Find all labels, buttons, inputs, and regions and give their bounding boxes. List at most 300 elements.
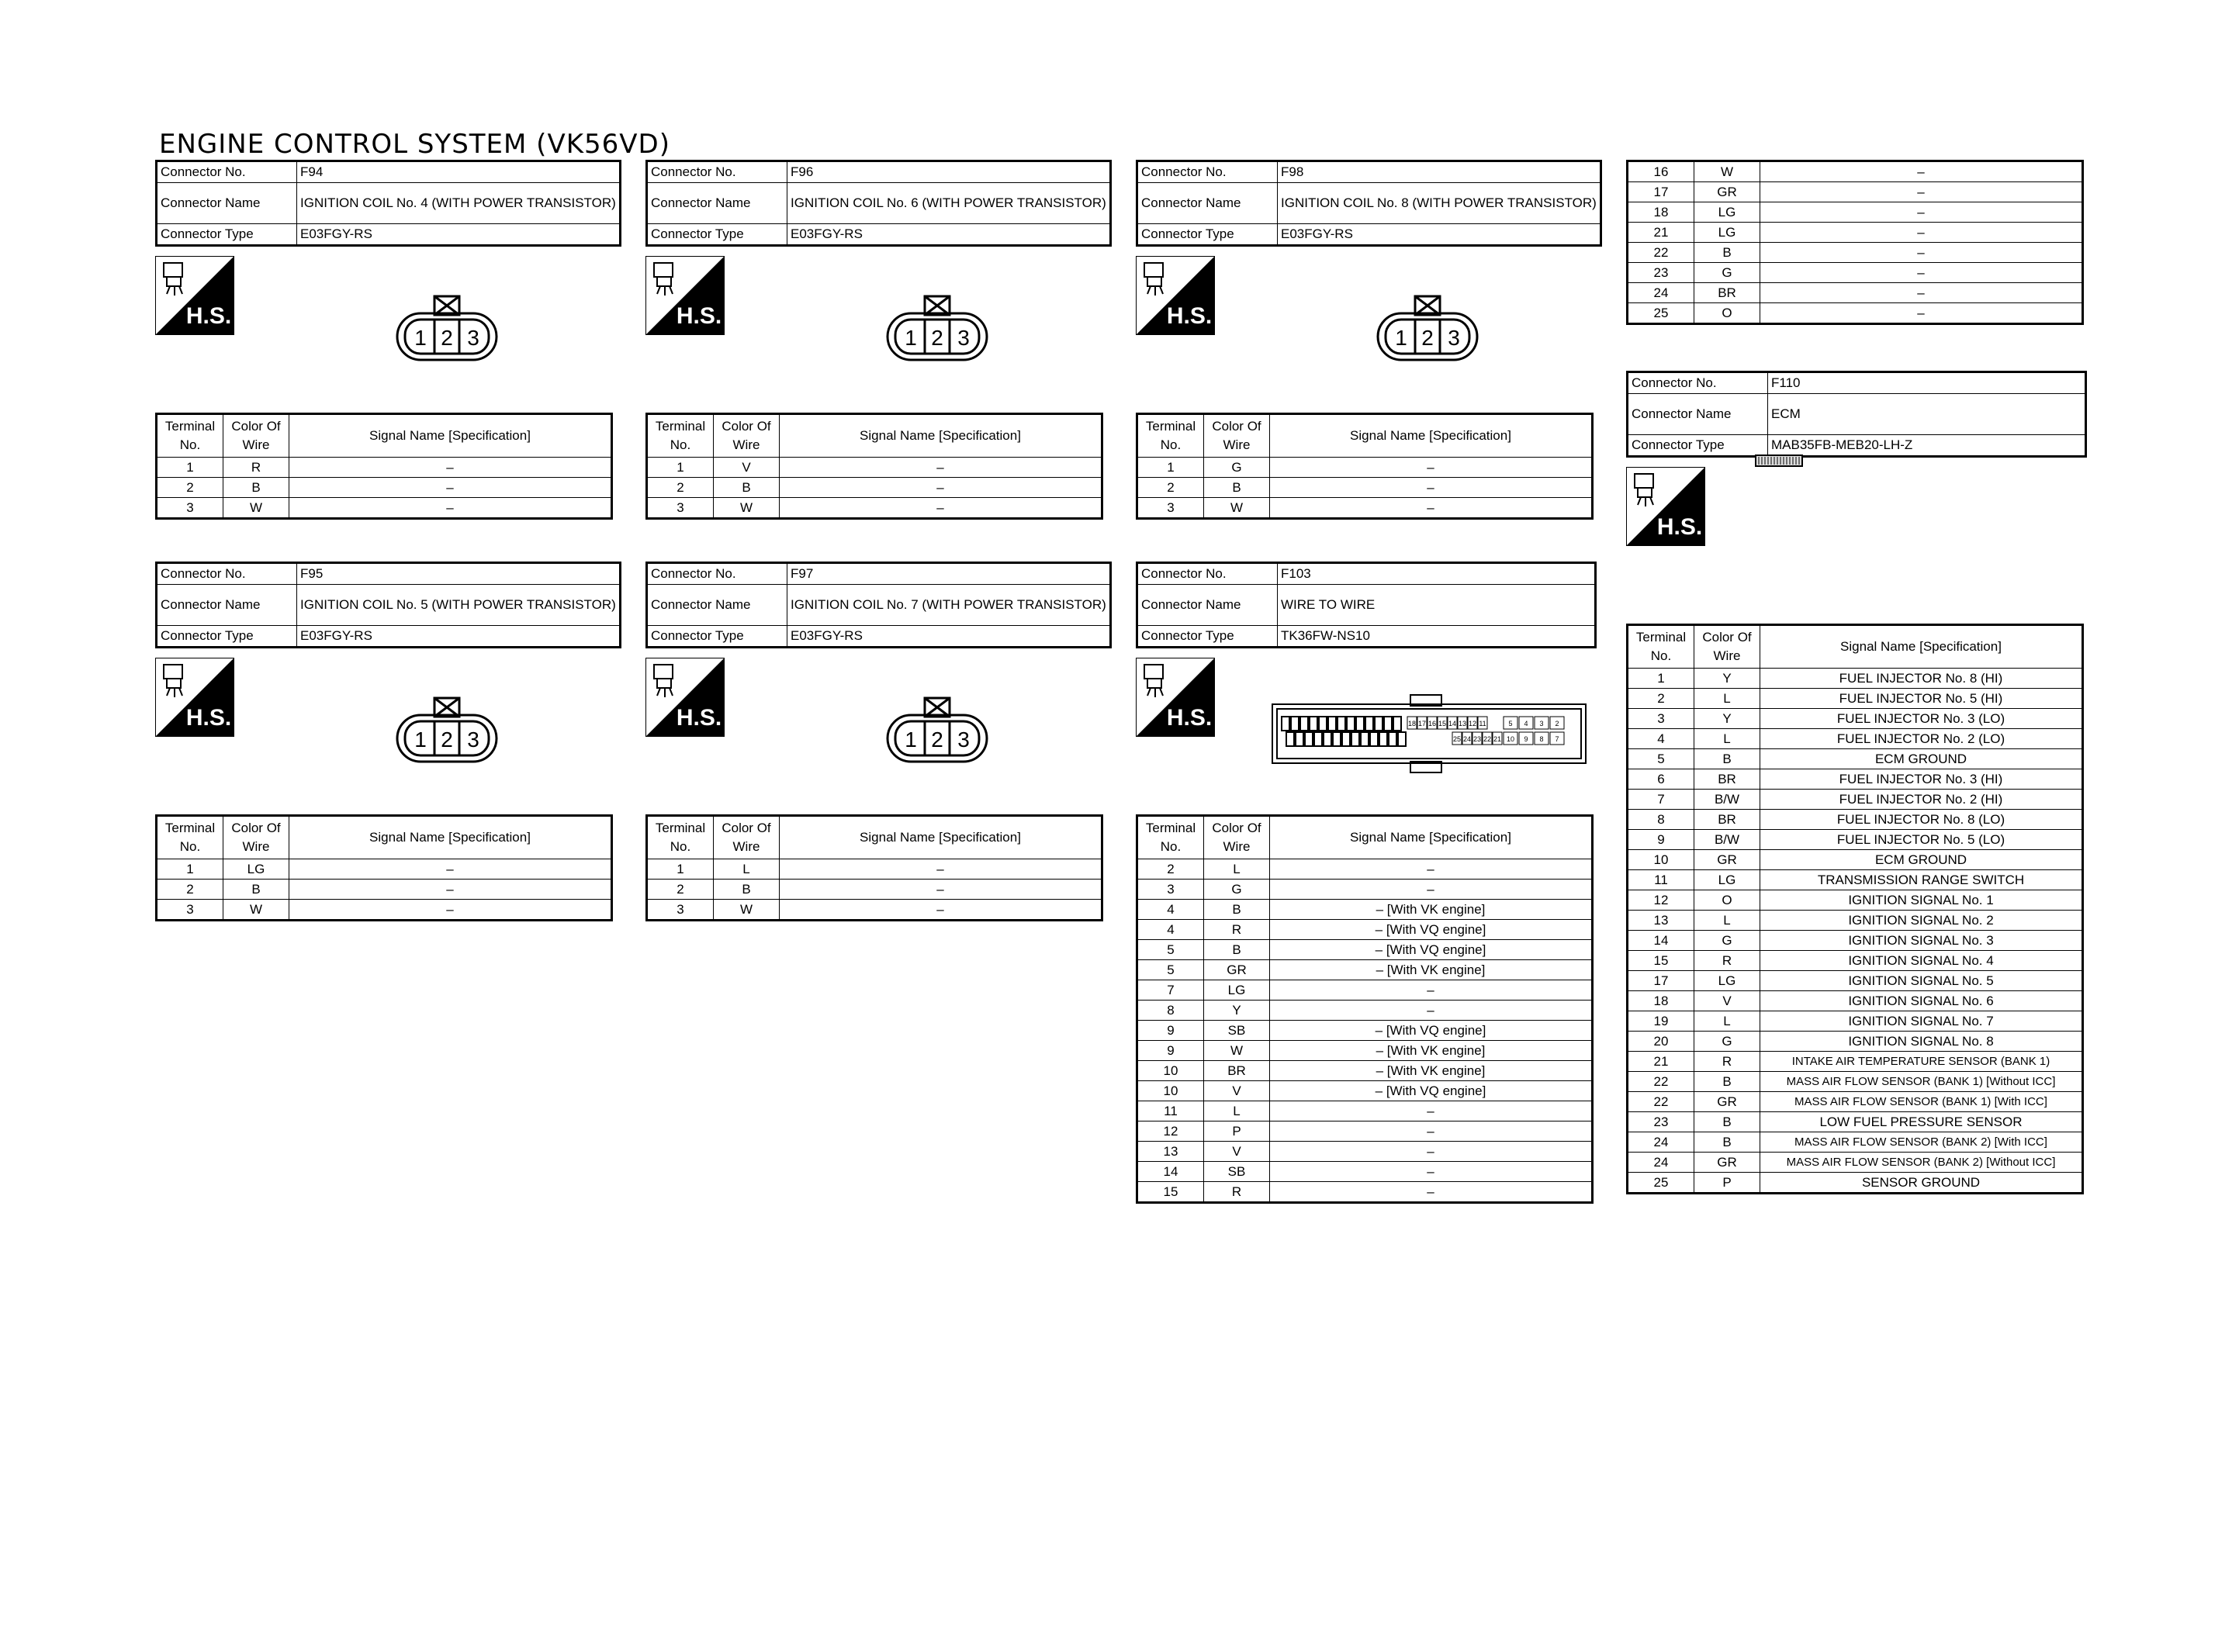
connector-no-value: F95 (297, 563, 621, 585)
terminal-no-header: Terminal No. (647, 414, 714, 458)
terminal-no: 24 (1628, 1132, 1694, 1153)
table-row (157, 900, 612, 921)
connector-type-label: Connector Type (157, 626, 297, 648)
svg-text:2: 2 (1421, 326, 1434, 350)
table-row (1628, 971, 2083, 991)
table-row (1137, 1021, 1593, 1041)
terminal-no: 2 (157, 478, 223, 498)
terminal-no: 25 (1628, 1173, 1694, 1194)
connector-name-label: Connector Name (157, 585, 297, 626)
ecm-connector-mini-icon (1755, 454, 1803, 471)
table-row (1628, 790, 2083, 810)
signal-name: – (1760, 223, 2083, 243)
wire-color: R (1694, 951, 1760, 971)
terminal-no: 9 (1137, 1041, 1204, 1061)
svg-text:3: 3 (1539, 720, 1544, 728)
svg-text:12: 12 (1468, 720, 1477, 728)
connector-type-label: Connector Type (157, 224, 297, 246)
signal-name: – [With VK engine] (1270, 1061, 1593, 1081)
signal-name: – (1270, 498, 1593, 519)
table-row (1137, 478, 1593, 498)
signal-name: – (1270, 1162, 1593, 1182)
terminal-no: 12 (1137, 1121, 1204, 1142)
table-row (647, 498, 1102, 519)
svg-text:16: 16 (1427, 720, 1437, 728)
table-row (157, 498, 612, 519)
table-row (1628, 243, 2083, 263)
signal-name: – [With VQ engine] (1270, 940, 1593, 960)
wire-color: Y (1694, 709, 1760, 729)
terminal-no: 2 (1628, 689, 1694, 709)
wire-color: W (1204, 498, 1270, 519)
terminal-no: 10 (1137, 1081, 1204, 1101)
connector-type-label: Connector Type (1137, 626, 1278, 648)
signal-name-header: Signal Name [Specification] (289, 414, 612, 458)
terminal-no: 1 (1137, 458, 1204, 478)
signal-name: – (780, 498, 1102, 519)
table-row (1137, 1101, 1593, 1121)
color-of-wire-header: Color Of Wire (1694, 625, 1760, 669)
connector-no-value: F110 (1768, 372, 2086, 394)
harness-side-icon (1626, 467, 1705, 546)
terminal-no: 6 (1628, 769, 1694, 790)
signal-name: – (1270, 880, 1593, 900)
table-row (1628, 931, 2083, 951)
signal-name: – (289, 478, 612, 498)
svg-text:9: 9 (1524, 735, 1528, 743)
table-row (1137, 1121, 1593, 1142)
table-row (1137, 960, 1593, 980)
wire-color: B (1694, 749, 1760, 769)
signal-name: – (780, 900, 1102, 921)
wire-color: BR (1694, 769, 1760, 790)
signal-name: MASS AIR FLOW SENSOR (BANK 2) [Without ICC] (1760, 1153, 2083, 1173)
wire-color: GR (1694, 1153, 1760, 1173)
table-row (647, 900, 1102, 921)
svg-text:1: 1 (905, 326, 917, 350)
wire-color: W (1204, 1041, 1270, 1061)
connector-header-F94 (155, 160, 621, 247)
signal-name: MASS AIR FLOW SENSOR (BANK 1) [With ICC] (1760, 1092, 2083, 1112)
signal-name: – (1270, 980, 1593, 1001)
terminal-no: 7 (1137, 980, 1204, 1001)
svg-text:3: 3 (957, 728, 970, 752)
svg-text:21: 21 (1493, 735, 1502, 743)
wire-color: B (223, 880, 289, 900)
connector-type-value: E03FGY-RS (297, 224, 621, 246)
harness-side-icon (1136, 256, 1215, 335)
terminal-no: 8 (1628, 810, 1694, 830)
wire-color: LG (223, 859, 289, 880)
table-row (1137, 900, 1593, 920)
wire-color: B (1204, 478, 1270, 498)
signal-name: – (1270, 1182, 1593, 1203)
svg-text:H.S.: H.S. (1166, 705, 1213, 731)
page-title: ENGINE CONTROL SYSTEM (VK56VD) (159, 129, 670, 160)
wire-color: SB (1204, 1162, 1270, 1182)
terminal-no: 17 (1628, 182, 1694, 202)
terminal-no: 19 (1628, 1011, 1694, 1032)
terminal-no: 10 (1137, 1061, 1204, 1081)
signal-name-header: Signal Name [Specification] (780, 816, 1102, 859)
svg-text:3: 3 (1448, 326, 1460, 350)
wire-color: GR (1204, 960, 1270, 980)
signal-name: FUEL INJECTOR No. 8 (HI) (1760, 669, 2083, 689)
terminal-no: 22 (1628, 243, 1694, 263)
terminal-no: 22 (1628, 1072, 1694, 1092)
connector-type-value: E03FGY-RS (1278, 224, 1601, 246)
table-row (1628, 991, 2083, 1011)
coil-connector-diagram (884, 696, 993, 770)
table-row (157, 478, 612, 498)
connector-type-value: E03FGY-RS (787, 224, 1111, 246)
svg-text:18: 18 (1407, 720, 1417, 728)
terminal-table-F98 (1136, 413, 1594, 520)
svg-text:17: 17 (1417, 720, 1427, 728)
svg-text:1: 1 (414, 728, 427, 752)
signal-name-header: Signal Name [Specification] (1760, 625, 2083, 669)
table-row (1628, 223, 2083, 243)
terminal-no-header: Terminal No. (1137, 816, 1204, 859)
svg-text:H.S.: H.S. (1166, 303, 1213, 329)
svg-text:1: 1 (905, 728, 917, 752)
terminal-no-header: Terminal No. (1628, 625, 1694, 669)
wire-color: LG (1694, 870, 1760, 890)
terminal-no: 1 (647, 458, 714, 478)
table-row (1628, 283, 2083, 303)
wire-color: B (1204, 940, 1270, 960)
svg-text:25: 25 (1452, 735, 1462, 743)
wire-color: O (1694, 890, 1760, 911)
connector-type-label: Connector Type (647, 224, 787, 246)
connector-name-value: IGNITION COIL No. 7 (WITH POWER TRANSISTOR) (787, 585, 1111, 626)
table-row (647, 880, 1102, 900)
wire-color: LG (1204, 980, 1270, 1001)
terminal-no: 11 (1628, 870, 1694, 890)
wire-color: P (1694, 1173, 1760, 1194)
terminal-no-header: Terminal No. (157, 414, 223, 458)
svg-text:4: 4 (1524, 720, 1528, 728)
signal-name: TRANSMISSION RANGE SWITCH (1760, 870, 2083, 890)
color-of-wire-header: Color Of Wire (714, 414, 780, 458)
table-row (1628, 202, 2083, 223)
terminal-table-F97 (645, 814, 1103, 921)
terminal-no: 18 (1628, 991, 1694, 1011)
wire-color: G (1694, 1032, 1760, 1052)
terminal-no: 5 (1137, 960, 1204, 980)
connector-name-label: Connector Name (1137, 183, 1278, 224)
svg-text:5: 5 (1508, 720, 1513, 728)
wire-color: V (1204, 1142, 1270, 1162)
signal-name: – (1760, 283, 2083, 303)
terminal-no: 20 (1628, 1032, 1694, 1052)
wire-color: W (714, 900, 780, 921)
svg-text:2: 2 (1555, 720, 1559, 728)
terminal-table-F103-cont (1626, 160, 2084, 325)
signal-name: – [With VK engine] (1270, 1041, 1593, 1061)
signal-name: – (780, 880, 1102, 900)
wire-color: V (1204, 1081, 1270, 1101)
terminal-no-header: Terminal No. (157, 816, 223, 859)
terminal-no: 2 (157, 880, 223, 900)
svg-text:22: 22 (1483, 735, 1492, 743)
signal-name: FUEL INJECTOR No. 2 (LO) (1760, 729, 2083, 749)
terminal-no: 3 (1628, 709, 1694, 729)
signal-name: – (780, 458, 1102, 478)
wire-color: L (1204, 859, 1270, 880)
connector-no-value: F97 (787, 563, 1111, 585)
signal-name: IGNITION SIGNAL No. 7 (1760, 1011, 2083, 1032)
signal-name: IGNITION SIGNAL No. 6 (1760, 991, 2083, 1011)
connector-name-label: Connector Name (647, 183, 787, 224)
table-row (1628, 1173, 2083, 1194)
wire-color: W (223, 900, 289, 921)
svg-text:24: 24 (1462, 735, 1472, 743)
connector-type-label: Connector Type (1137, 224, 1278, 246)
connector-name-value: IGNITION COIL No. 5 (WITH POWER TRANSISTOR) (297, 585, 621, 626)
wire-color: LG (1694, 971, 1760, 991)
wire-color: L (1694, 729, 1760, 749)
connector-name-value: IGNITION COIL No. 4 (WITH POWER TRANSISTOR) (297, 183, 621, 224)
svg-text:2: 2 (441, 728, 453, 752)
wire-color: G (1694, 263, 1760, 283)
signal-name: INTAKE AIR TEMPERATURE SENSOR (BANK 1) (1760, 1052, 2083, 1072)
table-row (1628, 182, 2083, 202)
terminal-no: 15 (1137, 1182, 1204, 1203)
terminal-no: 21 (1628, 1052, 1694, 1072)
wire-color: B/W (1694, 790, 1760, 810)
coil-connector-diagram (394, 696, 503, 770)
table-row (1628, 870, 2083, 890)
wire-color: B (1694, 243, 1760, 263)
terminal-no: 4 (1137, 920, 1204, 940)
signal-name: – (1270, 1142, 1593, 1162)
table-row (1628, 303, 2083, 324)
connector-no-value: F96 (787, 161, 1111, 183)
connector-no-label: Connector No. (1137, 161, 1278, 183)
harness-side-icon (645, 256, 725, 335)
table-row (1137, 498, 1593, 519)
connector-type-label: Connector Type (647, 626, 787, 648)
terminal-no: 2 (647, 478, 714, 498)
wire-color: L (1694, 911, 1760, 931)
connector-no-label: Connector No. (157, 161, 297, 183)
signal-name: MASS AIR FLOW SENSOR (BANK 1) [Without ICC] (1760, 1072, 2083, 1092)
connector-header-F110 (1626, 371, 2087, 458)
svg-text:1: 1 (414, 326, 427, 350)
signal-name: FUEL INJECTOR No. 3 (LO) (1760, 709, 2083, 729)
signal-name: – (1760, 243, 2083, 263)
wire-color: W (1694, 161, 1760, 182)
terminal-no: 7 (1628, 790, 1694, 810)
table-row (1628, 1011, 2083, 1032)
terminal-no-header: Terminal No. (1137, 414, 1204, 458)
wire-color: B (1694, 1132, 1760, 1153)
terminal-no: 1 (157, 859, 223, 880)
connector-name-value: WIRE TO WIRE (1278, 585, 1596, 626)
wire-to-wire-connector-diagram (1271, 693, 1589, 778)
terminal-no: 14 (1628, 931, 1694, 951)
wire-color: V (714, 458, 780, 478)
signal-name: FUEL INJECTOR No. 5 (HI) (1760, 689, 2083, 709)
table-row (1137, 1081, 1593, 1101)
table-row (1628, 1092, 2083, 1112)
table-row (1628, 890, 2083, 911)
table-row (1137, 1041, 1593, 1061)
signal-name: ECM GROUND (1760, 850, 2083, 870)
terminal-no: 24 (1628, 1153, 1694, 1173)
terminal-no: 13 (1628, 911, 1694, 931)
connector-header-F95 (155, 562, 621, 648)
wire-color: BR (1694, 283, 1760, 303)
signal-name: – (1270, 478, 1593, 498)
table-row (1628, 951, 2083, 971)
connector-type-value: E03FGY-RS (297, 626, 621, 648)
table-row (1628, 1153, 2083, 1173)
signal-name: – (1270, 859, 1593, 880)
signal-name: IGNITION SIGNAL No. 4 (1760, 951, 2083, 971)
terminal-no: 14 (1137, 1162, 1204, 1182)
svg-text:H.S.: H.S. (676, 705, 722, 731)
terminal-no: 5 (1628, 749, 1694, 769)
svg-text:2: 2 (441, 326, 453, 350)
svg-text:11: 11 (1479, 720, 1486, 728)
signal-name: IGNITION SIGNAL No. 2 (1760, 911, 2083, 931)
wire-color: G (1204, 458, 1270, 478)
connector-header-F98 (1136, 160, 1602, 247)
terminal-table-F95 (155, 814, 613, 921)
color-of-wire-header: Color Of Wire (223, 414, 289, 458)
wire-color: R (223, 458, 289, 478)
wire-color: BR (1204, 1061, 1270, 1081)
table-row (1628, 263, 2083, 283)
table-row (1137, 880, 1593, 900)
wire-color: R (1204, 920, 1270, 940)
connector-name-value: ECM (1768, 394, 2086, 435)
table-row (1628, 1112, 2083, 1132)
signal-name: – (289, 880, 612, 900)
signal-name: – (1760, 202, 2083, 223)
wire-color: R (1204, 1182, 1270, 1203)
terminal-no: 3 (1137, 498, 1204, 519)
table-row (157, 859, 612, 880)
terminal-no: 23 (1628, 263, 1694, 283)
signal-name: IGNITION SIGNAL No. 1 (1760, 890, 2083, 911)
harness-side-icon (1136, 658, 1215, 737)
color-of-wire-header: Color Of Wire (223, 816, 289, 859)
wire-color: BR (1694, 810, 1760, 830)
terminal-no: 23 (1628, 1112, 1694, 1132)
table-row (647, 458, 1102, 478)
svg-text:7: 7 (1555, 735, 1559, 743)
wire-color: B/W (1694, 830, 1760, 850)
wire-color: O (1694, 303, 1760, 324)
signal-name: – (1760, 161, 2083, 182)
signal-name: – (1270, 1101, 1593, 1121)
wire-color: B (714, 880, 780, 900)
svg-text:H.S.: H.S. (185, 303, 232, 329)
signal-name: FUEL INJECTOR No. 2 (HI) (1760, 790, 2083, 810)
wire-color: B (714, 478, 780, 498)
svg-text:14: 14 (1448, 720, 1457, 728)
wire-color: SB (1204, 1021, 1270, 1041)
signal-name: IGNITION SIGNAL No. 3 (1760, 931, 2083, 951)
terminal-no: 2 (1137, 478, 1204, 498)
table-row (1137, 980, 1593, 1001)
table-row (157, 458, 612, 478)
connector-header-F103 (1136, 562, 1597, 648)
signal-name: IGNITION SIGNAL No. 8 (1760, 1032, 2083, 1052)
svg-text:23: 23 (1472, 735, 1482, 743)
terminal-table-F103 (1136, 814, 1594, 1204)
coil-connector-diagram (394, 295, 503, 368)
signal-name: – (1760, 263, 2083, 283)
table-row (1628, 911, 2083, 931)
signal-name: IGNITION SIGNAL No. 5 (1760, 971, 2083, 991)
terminal-table-F94 (155, 413, 613, 520)
signal-name: – (1270, 1121, 1593, 1142)
table-row (1137, 1061, 1593, 1081)
signal-name: ECM GROUND (1760, 749, 2083, 769)
signal-name: – (289, 900, 612, 921)
signal-name: – (1760, 303, 2083, 324)
table-row (1628, 1032, 2083, 1052)
svg-text:3: 3 (957, 326, 970, 350)
wire-color: R (1694, 1052, 1760, 1072)
terminal-table-F110 (1626, 624, 2084, 1194)
table-row (1628, 669, 2083, 689)
terminal-no: 22 (1628, 1092, 1694, 1112)
color-of-wire-header: Color Of Wire (714, 816, 780, 859)
terminal-no: 3 (1137, 880, 1204, 900)
svg-text:1: 1 (1395, 326, 1407, 350)
terminal-no: 25 (1628, 303, 1694, 324)
connector-no-label: Connector No. (647, 563, 787, 585)
terminal-no: 3 (157, 498, 223, 519)
svg-text:H.S.: H.S. (1656, 514, 1703, 540)
connector-name-label: Connector Name (1628, 394, 1768, 435)
table-row (1628, 689, 2083, 709)
terminal-no: 4 (1628, 729, 1694, 749)
harness-side-icon (155, 658, 234, 737)
signal-name: – [With VQ engine] (1270, 1021, 1593, 1041)
table-row (1628, 850, 2083, 870)
wire-color: GR (1694, 182, 1760, 202)
table-row (647, 859, 1102, 880)
table-row (1137, 940, 1593, 960)
wire-color: B (223, 478, 289, 498)
table-row (1137, 920, 1593, 940)
terminal-no: 9 (1628, 830, 1694, 850)
signal-name: SENSOR GROUND (1760, 1173, 2083, 1194)
table-row (1137, 859, 1593, 880)
color-of-wire-header: Color Of Wire (1204, 816, 1270, 859)
table-row (1137, 458, 1593, 478)
wire-color: B (1204, 900, 1270, 920)
wire-color: P (1204, 1121, 1270, 1142)
signal-name: FUEL INJECTOR No. 5 (LO) (1760, 830, 2083, 850)
signal-name-header: Signal Name [Specification] (289, 816, 612, 859)
wire-color: L (1694, 1011, 1760, 1032)
color-of-wire-header: Color Of Wire (1204, 414, 1270, 458)
terminal-no: 11 (1137, 1101, 1204, 1121)
signal-name: MASS AIR FLOW SENSOR (BANK 2) [With ICC] (1760, 1132, 2083, 1153)
wire-color: G (1204, 880, 1270, 900)
terminal-no: 12 (1628, 890, 1694, 911)
table-row (1137, 1142, 1593, 1162)
terminal-no: 2 (647, 880, 714, 900)
wire-color: B (1694, 1072, 1760, 1092)
